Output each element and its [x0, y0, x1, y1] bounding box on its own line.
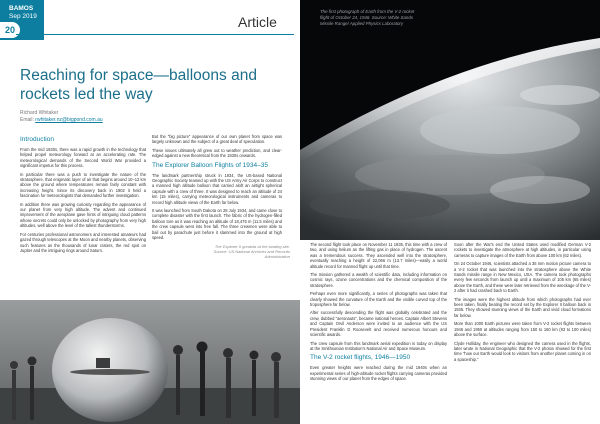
- email-label: Email:: [20, 117, 34, 123]
- text-column-1: [20, 134, 146, 294]
- text-column-2: [152, 134, 282, 240]
- earth-photo-caption: The first photograph of Earth from the V-2 rocket flight of October 24, 1946. Source: White Sands Missile Range/ Applied Physics Laboratory: [320, 9, 415, 26]
- paragraph: In particular there was a push to investigate the nature of the stratosphere, that enigmatic layer of air that begins around 10–12 km above the ground where temperatures remain fairly constant with increasing height. Since its discovery back in 1902 it held a fascination for meteorologists that demanded further investigation.: [20, 171, 146, 199]
- paragraph: More than 1000 Earth pictures were taken from V-2 rocket flights between 1946 and 1950 at altitudes ranging from 150 to 160 km (93 to 100 miles) above the surface.: [454, 321, 591, 338]
- paragraph: The crew capsule from this landmark aerial expedition is today on display at the Smithsonian Institution's National Air and Space Museum.: [310, 340, 447, 351]
- paragraph: After successfully descending the flight was globally celebrated and the crew, dubbed "aeronauts", became national heroes. Captain Albert Stevens and Captain Orvil Anderson were invited to an audience with the US President Franklin D Roosevelt and received numerous honours and scientific awards.: [310, 310, 447, 338]
- article-author: Richard Whitaker: [20, 110, 59, 116]
- intro-heading: Introduction: [20, 136, 54, 143]
- balloon-photo-caption: The Explorer II gondola at the landing site. Source: US National Archives and Records Administration: [213, 244, 290, 259]
- earth-photo-illustration: [300, 0, 600, 240]
- text-column-3: [310, 242, 447, 422]
- balloon-photo-illustration: [0, 300, 300, 424]
- paragraph: The mission gathered a wealth of scientific data, including information on cosmic rays, ozone concentrations and the chemical composition of the stratosphere.: [310, 272, 447, 288]
- paragraph: The second flight took place on November 11 1935, this time with a crew of two, and using helium as the lifting gas in place of hydrogen. The ascent was a tremendous success. They ascended well into the stratosphere, eventually reaching a height of 22,066 m (13.7 miles)—easily a world altitude record for manned flight up until that time.: [310, 242, 447, 269]
- earth-from-v2-photo: [300, 0, 600, 240]
- explorer-heading: The Explorer Balloon Flights of 1934–35: [152, 161, 268, 169]
- balloon-gondola-photo: [0, 300, 300, 424]
- paragraph: From the mid 1930s, there was a rapid growth in the technology that helped propel meteorology forward at an accelerating rate. The meteorological demands of the Second World War provided a significant impetus for this process.: [20, 147, 146, 169]
- paragraph: Perhaps even more significantly, a series of photographs was taken that clearly showed the curvature of the Earth and the visible curved top of the troposphere far below.: [310, 291, 447, 308]
- author-email-line: [20, 117, 103, 123]
- paragraph: The landmark partnership struck in 1934, the US-based National Geographic Society teamed up with the US Army Air Corps to construct a manned high altitude balloon that carried aloft an airtight spherical capsule with a crew of three. It was designed to reach an altitude of 24 km (15 miles), carrying meteorological instruments and cameras to record high altitude views of the Earth far below.: [152, 172, 282, 205]
- issue-date: Sep 2019: [9, 13, 37, 20]
- paragraph: But the "big picture" appearance of our own planet from space was largely unknown and the subject of a great deal of speculation.: [152, 134, 282, 145]
- article-title: Reaching for space—balloons and rockets led the way: [20, 67, 257, 103]
- text-column-4: [454, 242, 591, 422]
- header-divider: [16, 34, 294, 35]
- author-email-link[interactable]: rwhitaker.nz@bigpond.com.au: [35, 117, 103, 123]
- v2-heading: The V-2 rocket flights, 1946—1950: [310, 354, 411, 362]
- magazine-name: BAMOS: [9, 5, 34, 12]
- paragraph: It was launched from South Dakota on 28 July 1934, and came close to complete disaster with the first launch. The fabric of the hydrogen-filled balloon tore as it was reaching an altitude of 18,475 m (11.5 miles) and the crew capsule went into free fall. The three crewmen were able to bail out by parachute just before it slammed into the ground at high speed.: [152, 208, 282, 240]
- page-number: 20: [0, 22, 20, 38]
- section-label: Article: [238, 14, 277, 30]
- paragraph: On 24 October 1946, scientists attached a 35 mm motion picture camera to a V-2 rocket that was launched into the stratosphere above the White Sands missile range in New Mexico, USA. The camera took photographs every few seconds from launch up until a maximum of 105 km (65 miles) above the Earth, and these were later retrieved from the wreckage of the V-2 after it had crashed back to Earth.: [454, 261, 591, 294]
- paragraph: Even greater heights were reached during the mid 1940s when an experimental series of high-altitude rocket flights carrying cameras provided stunning views of our planet from the edges of space.: [310, 365, 447, 382]
- paragraph: Soon after the War's end the United States used modified German V-2 rockets to investigate the atmosphere at high altitudes, in particular using cameras to capture images of the Earth from above 100 km (62 miles).: [454, 242, 591, 258]
- paragraph: For centuries professional astronomers and interested amateurs had gazed through telescopes at the Moon and nearby planets, observing such features as the thousands of lunar craters, the red spot on Jupiter and the intriguing rings around Saturn.: [20, 231, 146, 253]
- paragraph: These issues ultimately all grew out to weather prediction, and clear-edged against a new theoretical from the 1930s onwards.: [152, 147, 282, 159]
- paragraph: The images were the highest altitude from which photographs had ever been taken, finally beating the record set by the Explorer II balloon back in 1935. They showed stunning views of the Earth and vivid cloud formations far below.: [454, 296, 591, 318]
- paragraph: In addition there was growing curiosity regarding the appearance of our planet from very high altitude. The advent and continued improvement of the aeroplane gave hints of intriguing cloud patterns whose secrets could only be unlocked by photography from very high altitudes, well above the level of the tallest thunderstorms.: [20, 201, 146, 229]
- right-page: [300, 0, 600, 424]
- paragraph: Clyde Holliday, the engineer who designed the camera used in the flights, later wrote in National Geographic that the V-2 photos showed for the first time "how our Earth would look to visitors from another planet coming in on a spaceship.": [454, 340, 591, 362]
